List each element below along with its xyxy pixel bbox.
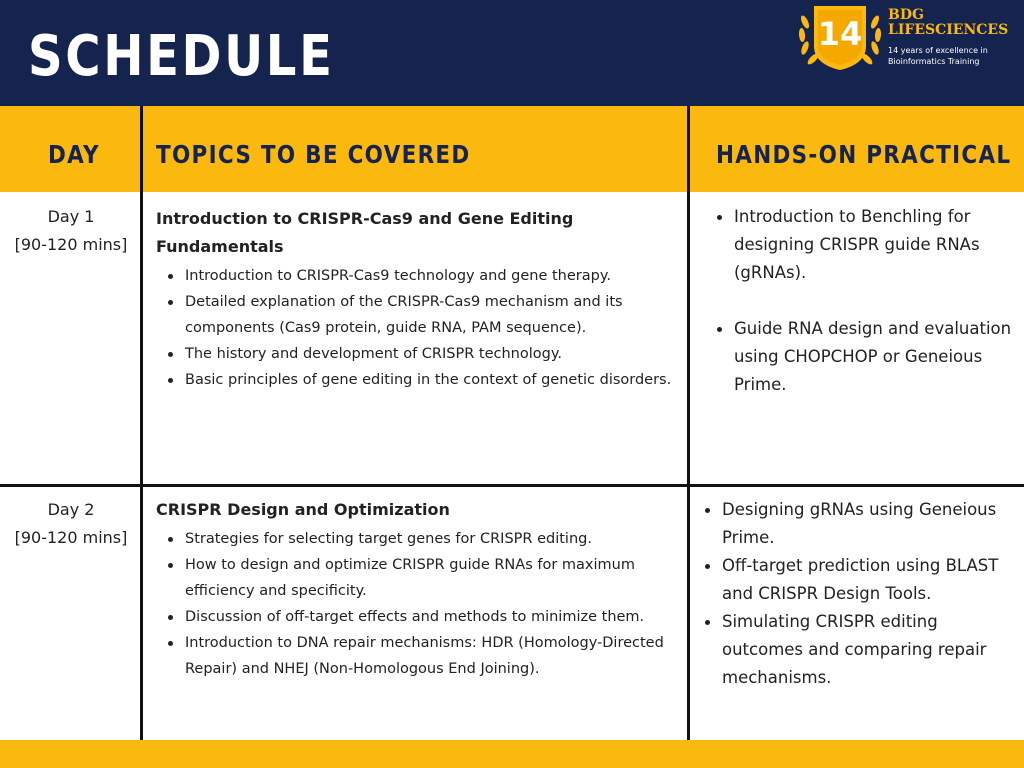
list-item: Introduction to DNA repair mechanisms: HDR (Homology-Directed Repair) and NHEJ (Non-Homologous End Joining). — [156, 630, 688, 682]
row-2-day: Day 2 — [47, 500, 95, 519]
column-title-topics: TOPICS TO BE COVERED — [156, 140, 471, 169]
row-2-practical-cell — [700, 496, 1018, 692]
logo-number: 14 — [817, 15, 863, 53]
list-item: Basic principles of gene editing in the context of genetic disorders. — [156, 367, 688, 393]
brand-logo — [796, 2, 1022, 72]
row-divider — [0, 484, 1024, 487]
row-1-duration: [90-120 mins] — [14, 235, 128, 254]
list-item: Strategies for selecting target genes for CRISPR editing. — [156, 526, 688, 552]
list-item: The history and development of CRISPR technology. — [156, 341, 688, 367]
logo-tagline — [888, 45, 988, 67]
list-item: Simulating CRISPR editing outcomes and comparing repair mechanisms. — [700, 608, 1018, 692]
list-item: How to design and optimize CRISPR guide RNAs for maximum efficiency and specificity. — [156, 552, 688, 604]
page-title: SCHEDULE — [28, 24, 335, 89]
list-item: Discussion of off-target effects and methods to minimize them. — [156, 604, 688, 630]
column-title-practical: HANDS-ON PRACTICAL — [716, 140, 1012, 169]
logo-tagline-line2: Bioinformatics Training — [888, 57, 980, 66]
list-item: Off-target prediction using BLAST and CRISPR Design Tools. — [700, 552, 1018, 608]
footer-band — [0, 740, 1024, 768]
list-item: Introduction to Benchling for designing CRISPR guide RNAs (gRNAs). — [700, 203, 1018, 287]
row-2-duration: [90-120 mins] — [14, 528, 128, 547]
column-title-day: DAY — [48, 140, 100, 169]
row-2-day-cell — [0, 496, 142, 552]
row-1-practical-cell — [700, 203, 1018, 399]
row-1-practical-list — [700, 203, 1018, 399]
row-1-topic-title: Introduction to CRISPR-Cas9 and Gene Editing Fundamentals — [156, 209, 574, 256]
list-item: Designing gRNAs using Geneious Prime. — [700, 496, 1018, 552]
row-1-day-cell — [0, 203, 142, 259]
logo-brand-line2: LIFESCIENCES — [888, 22, 1009, 38]
row-2-topic-title: CRISPR Design and Optimization — [156, 500, 450, 519]
row-2-topics-cell — [156, 496, 688, 682]
row-1-topics-cell — [156, 205, 688, 393]
list-item: Guide RNA design and evaluation using CHOPCHOP or Geneious Prime. — [700, 315, 1018, 399]
logo-brand-name — [888, 8, 1008, 38]
logo-tagline-line1: 14 years of excellence in — [888, 46, 988, 55]
list-item: Introduction to CRISPR-Cas9 technology and gene therapy. — [156, 263, 688, 289]
row-2-topic-list — [156, 526, 688, 682]
list-item: Detailed explanation of the CRISPR-Cas9 mechanism and its components (Cas9 protein, guide RNA, PAM sequence). — [156, 289, 688, 341]
row-1-topic-list — [156, 263, 688, 393]
logo-brand-line1: BDG — [888, 7, 924, 23]
row-2-practical-list — [700, 496, 1018, 692]
row-1-day: Day 1 — [47, 207, 95, 226]
column-divider-day — [140, 106, 143, 740]
